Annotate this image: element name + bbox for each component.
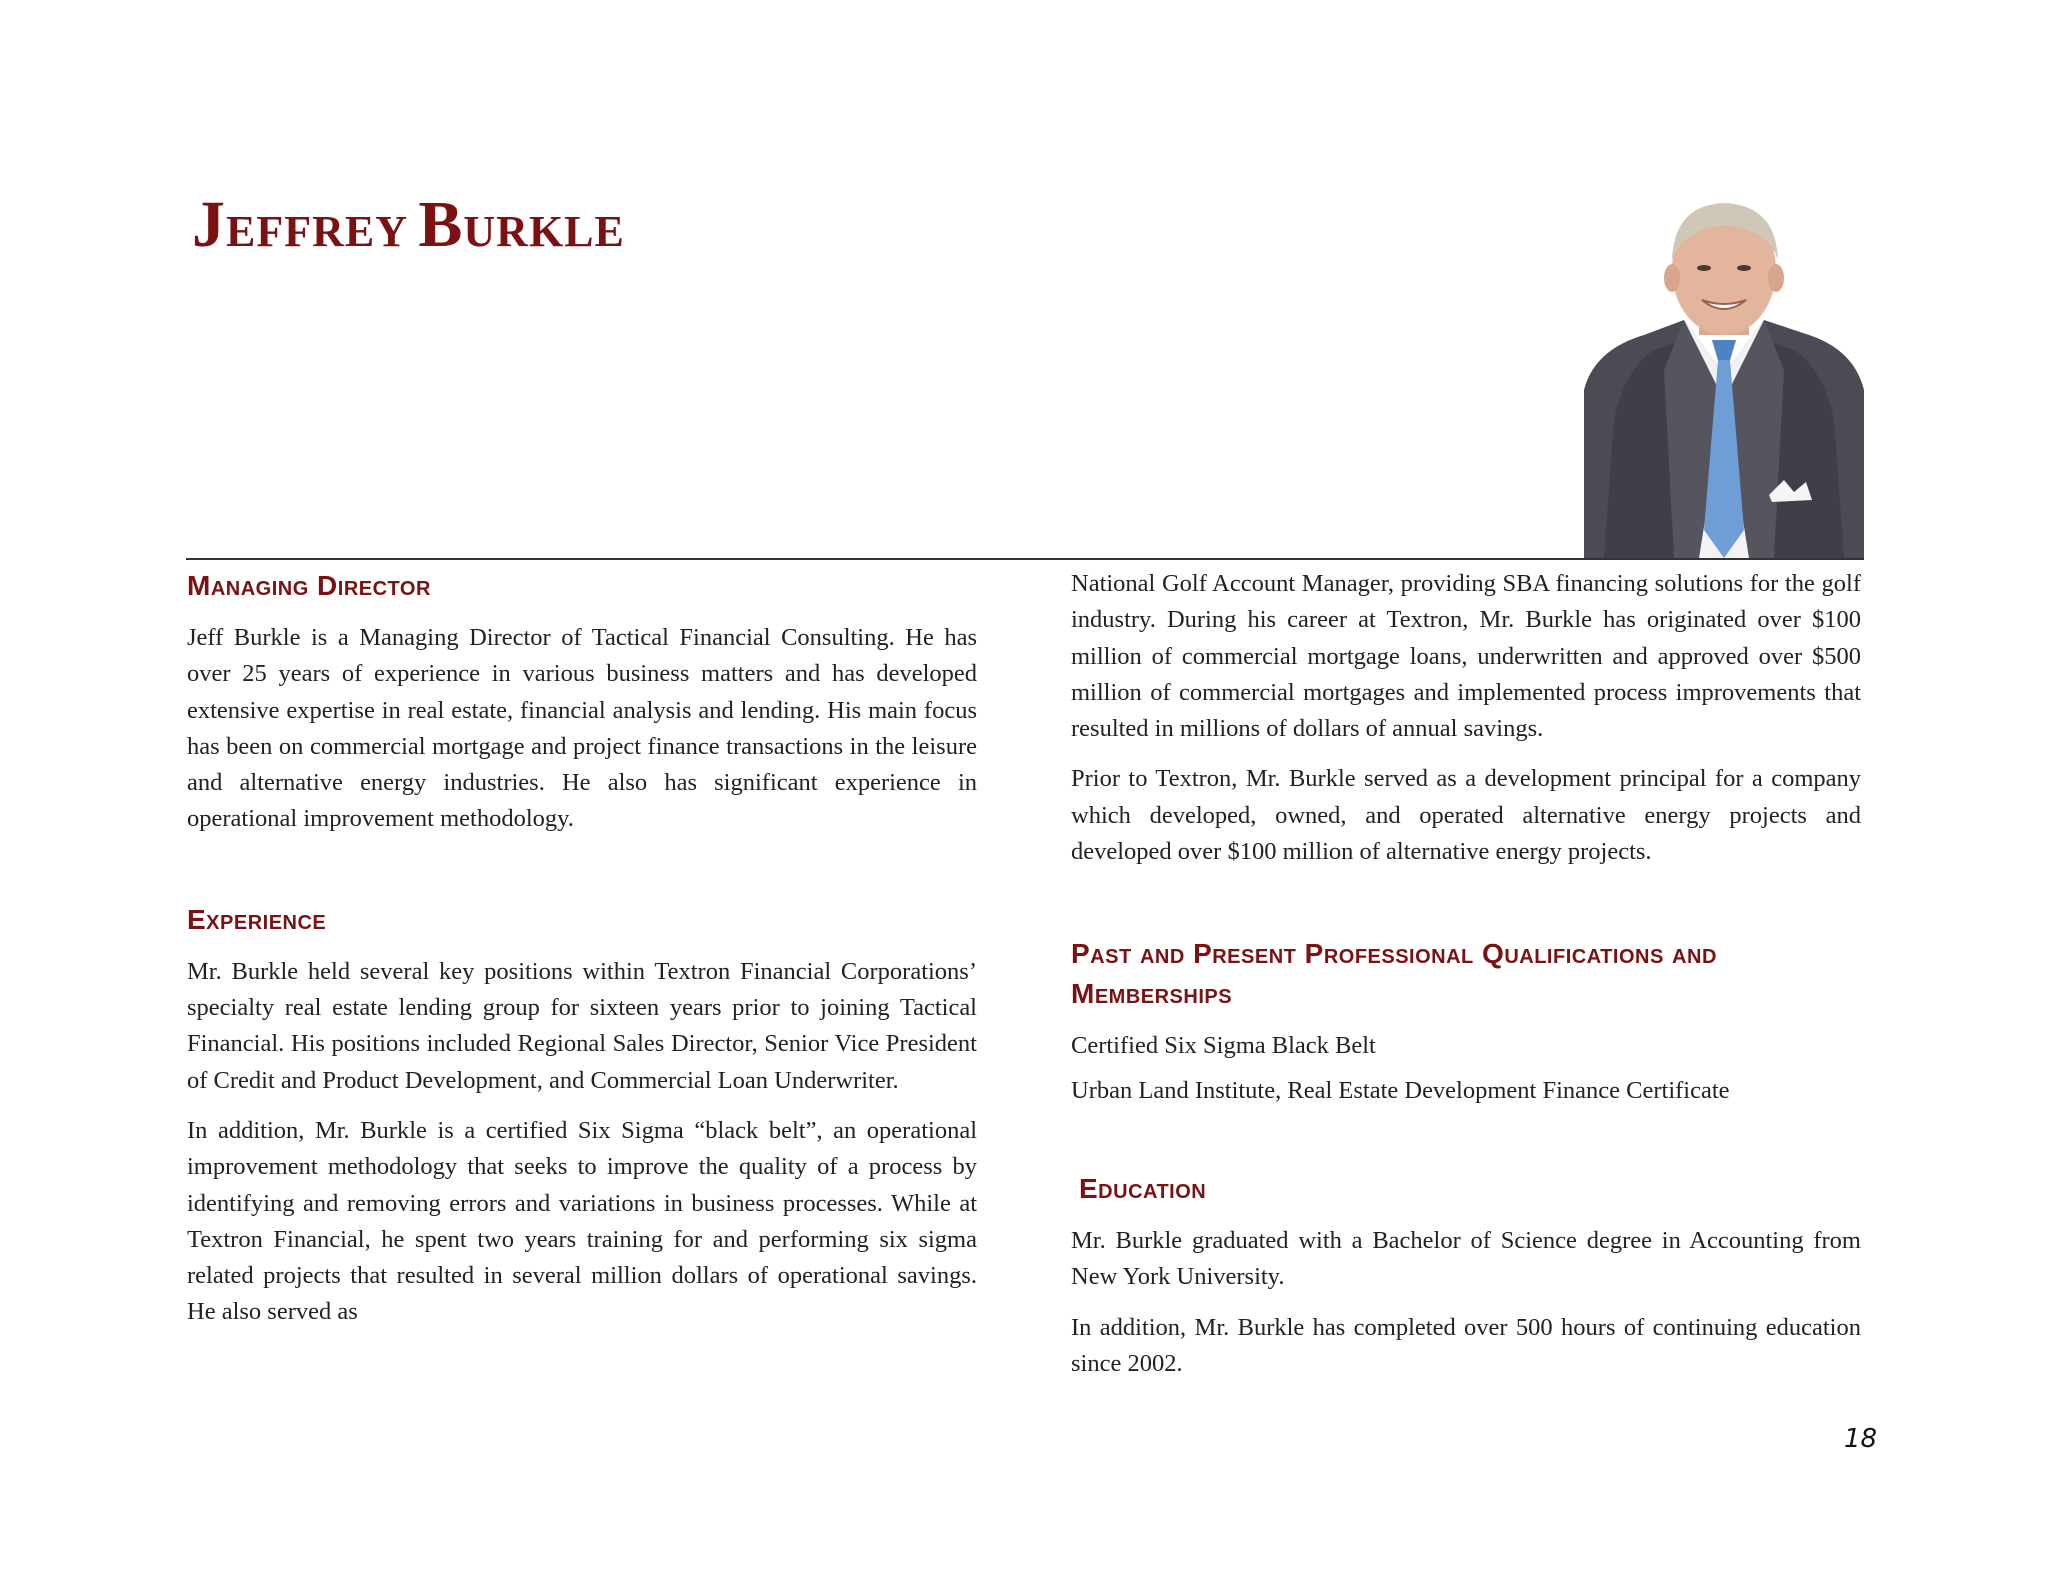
title-last-initial: B [418, 188, 464, 261]
qualifications-heading: Past and Present Professional Qualifications and Memberships [1071, 938, 1717, 1010]
qualification-item: Certified Six Sigma Black Belt [1071, 1032, 1376, 1060]
qualification-item: Urban Land Institute, Real Estate Development Finance Certificate [1071, 1076, 1730, 1104]
experience-paragraph-2: In addition, Mr. Burkle is a certified Six Sigma “black belt”, an operational improvement methodology that seeks to improve the quality of a process by identifying and removing errors and variations in business processes. While at Textron Financial, he spent two years training for and performing six sigma related projects that resulted in several million dollars of operational savings. He also served as [187, 1116, 977, 1326]
managing-director-text: Jeff Burkle is a Managing Director of Tactical Financial Consulting. He has over 25 years of experience in various business matters and has developed extensive expertise in real estate, financial analysis and lending. His main focus has been on commercial mortgage and project finance transactions in the leisure and alternative energy industries. He also has significant experience in operational improvement methodology. [187, 624, 977, 833]
header-divider [186, 558, 1864, 560]
prior-experience-paragraph: Prior to Textron, Mr. Burkle served as a development principal for a company which developed, owned, and operated alternative energy projects and developed over $100 million of alternative energy projects. [1071, 765, 1861, 866]
education-heading: Education [1079, 1172, 1207, 1204]
title-last-rest: URKLE [463, 207, 625, 256]
left-column [187, 566, 977, 1331]
education-paragraph-2: In addition, Mr. Burkle has completed over 500 hours of continuing education since 2002. [1071, 1313, 1861, 1377]
right-column [1071, 566, 1861, 1382]
experience-paragraph-1: Mr. Burkle held several key positions within Textron Financial Corporations’ specialty real estate lending group for sixteen years prior to joining Tactical Financial. His positions included Regional Sales Director, Senior Vice President of Credit and Product Development, and Commercial Loan Underwriter. [187, 957, 977, 1094]
experience-continued-paragraph: National Golf Account Manager, providing SBA financing solutions for the golf industry. During his career at Textron, Mr. Burkle has originated over $100 million of commercial mortgage loans, underwritten and approved over $500 million of commercial mortgages and implemented process improvements that resulted in millions of dollars of annual savings. [1071, 570, 1861, 743]
title-first-initial: J [192, 188, 226, 261]
education-paragraph-1: Mr. Burkle graduated with a Bachelor of Science degree in Accounting from New York University. [1071, 1226, 1861, 1291]
page-number: 18 [1844, 1424, 1878, 1454]
title-first-rest: EFFREY [226, 207, 407, 256]
managing-director-heading: Managing Director [187, 570, 431, 601]
portrait-photo [1584, 200, 1864, 558]
experience-heading: Experience [187, 903, 327, 935]
page-title [192, 188, 625, 261]
